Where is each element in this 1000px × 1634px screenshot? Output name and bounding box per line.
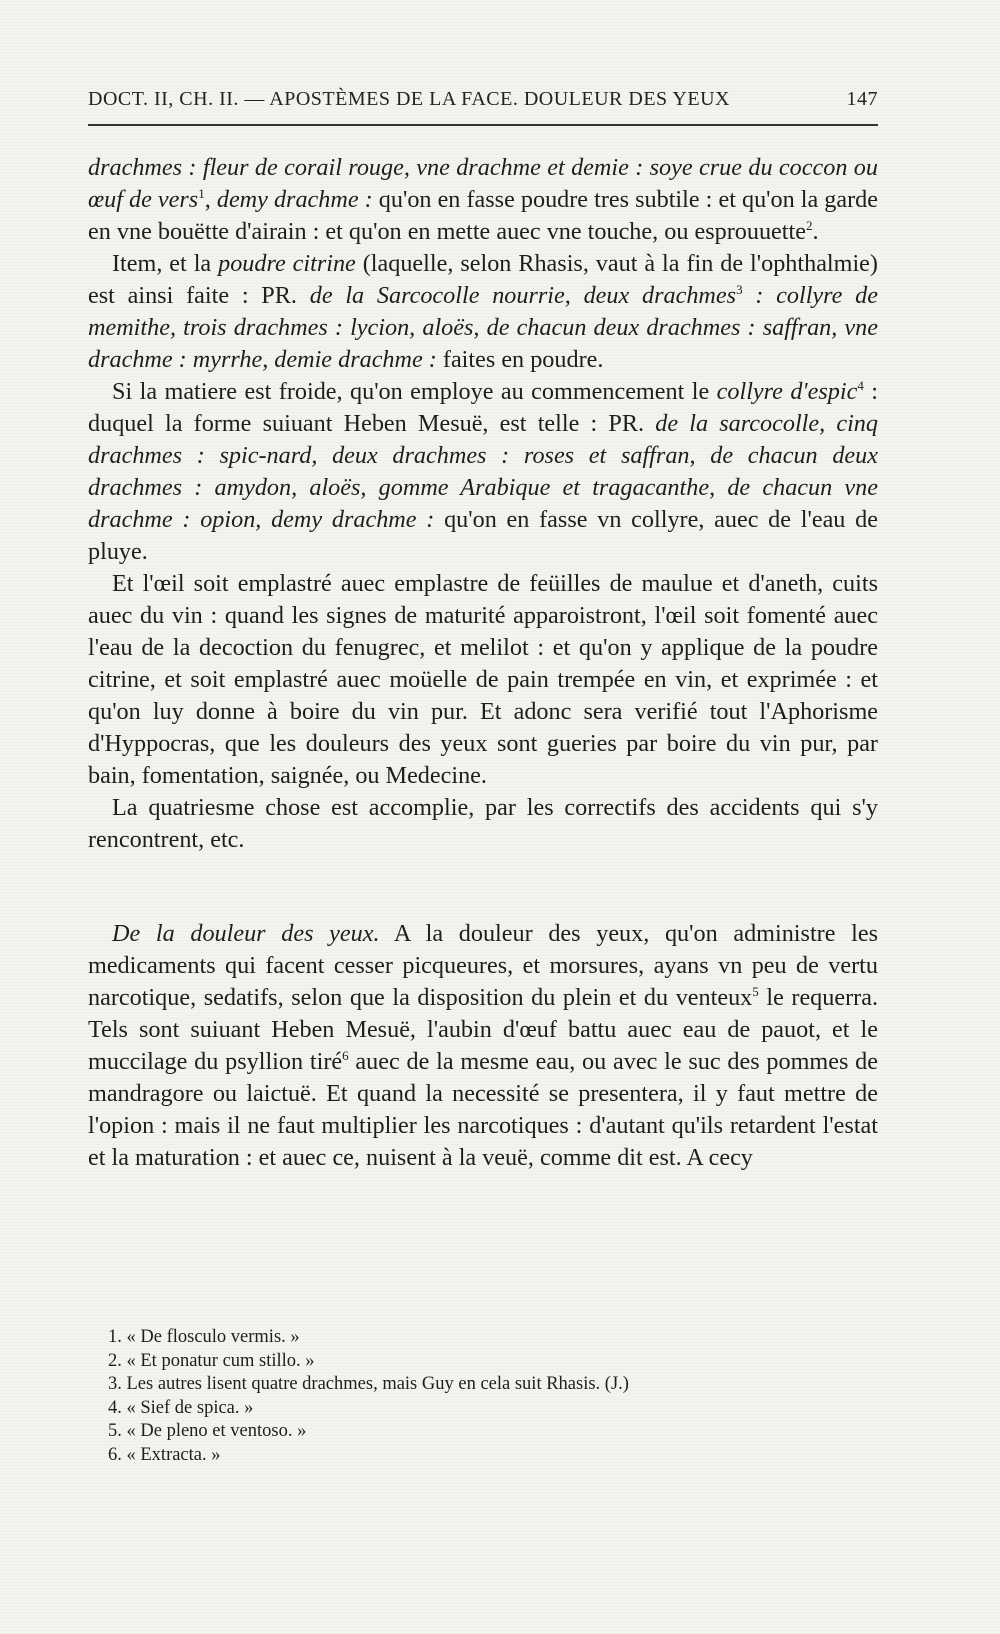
italic-span: demy drachme : [216, 186, 373, 213]
paragraph-1 [88, 152, 878, 248]
text-span: . [812, 218, 819, 245]
footnote: 5. « De pleno et ventoso. » [108, 1421, 307, 1441]
paragraph-2 [88, 248, 878, 376]
text-span: qu'on en fasse vn collyre, auec de l'eau de pluye. [88, 506, 878, 565]
running-title: DOCT. II, CH. II. — APOSTÈMES DE LA FACE. DOULEUR DES YEUX [88, 88, 730, 110]
paragraph-4: Et l'œil soit emplastré auec emplastre de feüilles de maulue et d'aneth, cuits auec du vin : quand les signes de maturité apparoistront, l'œil soit fomenté auec l'eau de la decoction du fenugrec, et melilot : et qu'on y applique de la poudre citrine, et soit emplastré auec moüelle de pain trempée en vin, et exprimée : et qu'on luy donne à boire du vin pur. Et adonc sera verifié tout l'Aphorisme d'Hyppocras, que les douleurs des yeux sont gueries par boire du vin pur, par bain, fomentation, saignée, ou Medecine. [88, 570, 878, 789]
italic-span: de la sarcocolle, cinq drachmes : spic-nard, deux drachmes : roses et saffran, de chacun deux drachmes : amydon, aloës, gomme Arabique et tragacanthe, de chacun vne drachme : opion, demy drachme : [88, 410, 878, 533]
paragraph-6 [88, 918, 878, 1174]
footnote-ref[interactable]: 3 [736, 282, 743, 297]
page-number: 147 [846, 88, 878, 110]
italic-span: drachmes : fleur de corail rouge, vne drachme et demie : soye crue du coccon ou œuf de vers [88, 154, 878, 213]
text-span: auec de la mesme eau, ou avec le suc des pommes de mandragore ou laictuë. Et quand la necessité se presentera, il y faut mettre de l'opion : mais il ne faut multiplier les narcotiques : d'autant qu'ils retardent l'estat et la maturation : et auec ce, nuisent à la veuë, comme dit est. A cecy [88, 1048, 879, 1171]
footnote: 2. « Et ponatur cum stillo. » [108, 1350, 315, 1371]
text-span: Si la matiere est froide, qu'on employe au commencement le [112, 378, 717, 405]
footnotes [108, 1326, 878, 1467]
italic-span: : collyre de memithe, trois drachmes : lycion, aloës, de chacun deux drachmes : saffran, vne drachme : myrrhe, demie drachme : [88, 282, 879, 373]
text-span: faites en poudre. [436, 346, 604, 373]
text-span: (laquelle, selon Rhasis, vaut à la fin de l'ophthalmie) est ainsi faite : PR. [88, 250, 878, 309]
section-heading: De la douleur des yeux. [112, 920, 380, 947]
footnote-ref[interactable]: 4 [857, 378, 864, 393]
italic-span: de la Sarcocolle nourrie, deux drachmes [309, 282, 737, 309]
footnote-ref[interactable]: 6 [342, 1048, 349, 1063]
footnote-ref[interactable]: 5 [752, 984, 759, 999]
text-span: le requerra. Tels sont suiuant Heben Mesuë, l'aubin d'œuf battu auec eau de pauot, et le muccilage du psyllion tiré [88, 984, 878, 1075]
text-span: , [204, 186, 217, 213]
header-rule [88, 124, 878, 126]
footnote-ref[interactable]: 1 [198, 186, 205, 201]
text-span: A la douleur des yeux, qu'on administre les medicaments qui facent cesser picqueures, et morsures, ayans vn peu de vertu narcotique, sedatifs, selon que la disposition du plein et du venteux [88, 920, 878, 1011]
running-header [88, 88, 878, 111]
footnote: 1. « De flosculo vermis. » [108, 1327, 300, 1347]
paragraph-5: La quatriesme chose est accomplie, par les correctifs des accidents qui s'y rencontrent, etc. [88, 794, 878, 853]
text-span: qu'on en fasse poudre tres subtile : et qu'on la garde en vne bouëtte d'airain : et qu'on en mette auec vne touche, ou esprouuette [88, 186, 879, 245]
italic-span: poudre citrine [218, 250, 356, 277]
footnote: 6. « Extracta. » [108, 1444, 221, 1465]
italic-span: collyre d'espic [716, 378, 858, 405]
main-text [88, 152, 878, 1174]
footnote-ref[interactable]: 2 [805, 218, 813, 233]
text-span: : duquel la forme suiuant Heben Mesuë, est telle : PR. [88, 378, 878, 437]
footnote: 4. « Sief de spica. » [108, 1397, 254, 1418]
paragraph-3 [88, 376, 878, 568]
text-span: Item, et la [112, 250, 219, 277]
footnote: 3. Les autres lisent quatre drachmes, mais Guy en cela suit Rhasis. (J.) [108, 1374, 629, 1394]
